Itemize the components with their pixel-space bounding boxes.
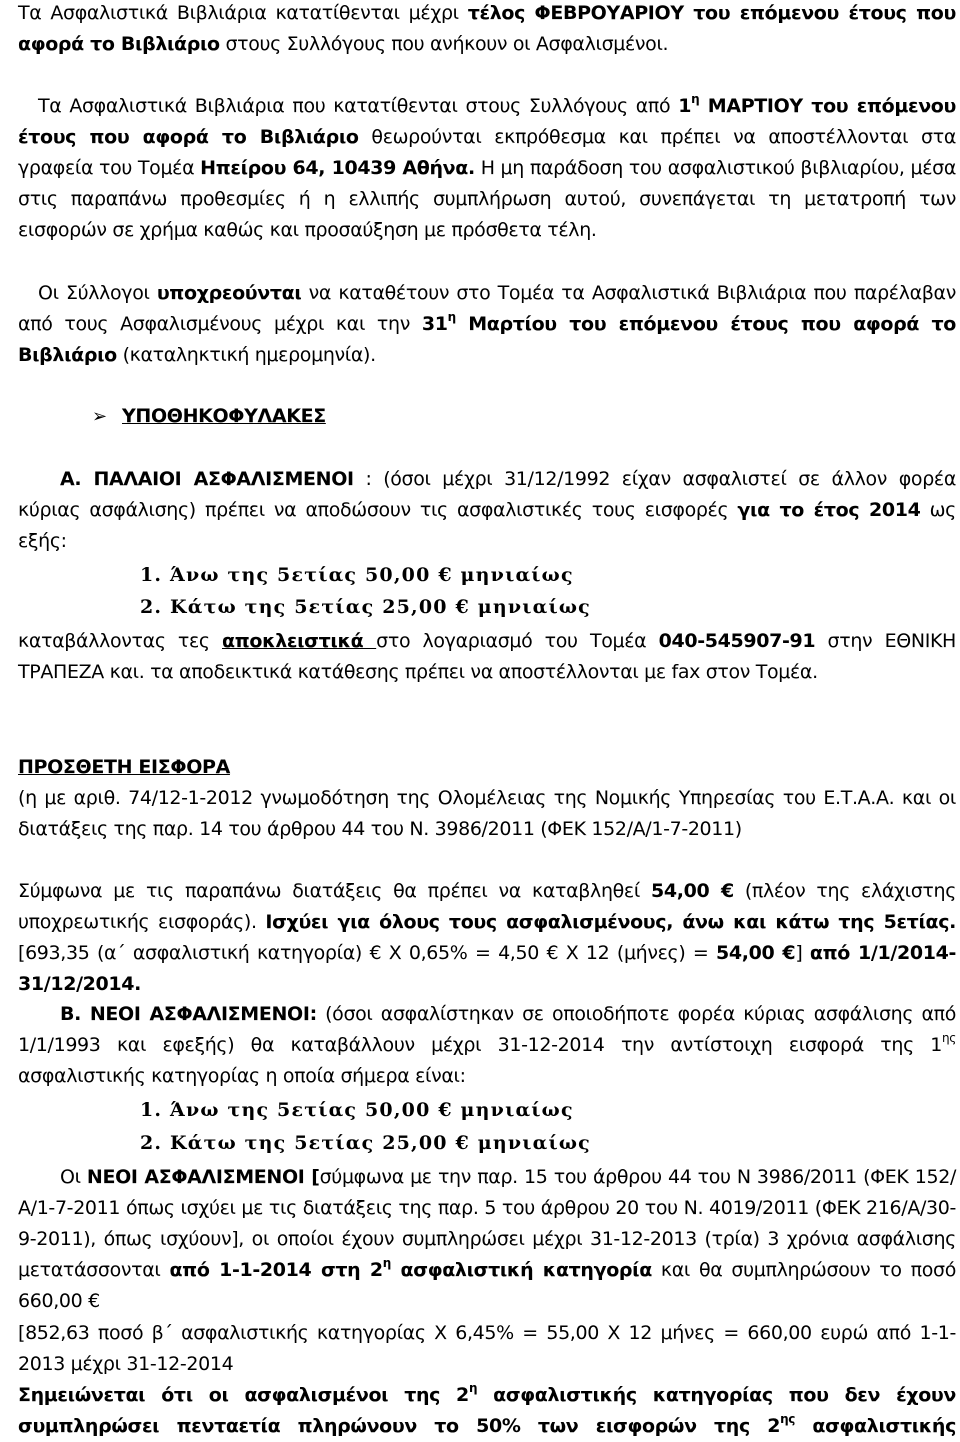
paragraph-associations-obligation: Οι Σύλλογοι υποχρεούνται να καταθέτουν στο Τομέα τα Ασφαλιστικά Βιβλιάρια που παρέλαβαν από τους Ασφαλισμένους μέχρι και την $31^\eta$ Μαρτίου του επόμενου έτους που αφορά το Βιβλιάριο (καταληκτική ημερομηνία). bbox=[18, 282, 956, 366]
extra-contribution-title: ΠΡΟΣΘΕΤΗ ΕΙΣΦΟΡΑ bbox=[18, 756, 230, 778]
paragraph-extra-reference: (η με αριθ. 74/12-1-2012 γνωμοδότηση της Ολομέλειας της Νομικής Υπηρεσίας του Ε.Τ.Α.Α. και οι διατάξεις της παρ. 14 του άρθρου 44 του Ν. 3986/2011 (ΦΕΚ 152/Α/1-7-2011) bbox=[18, 787, 956, 840]
paragraph-deadline: Τα Ασφαλιστικά Βιβλιάρια κατατίθενται μέχρι τέλος ΦΕΒΡΟΥΑΡΙΟΥ του επόμενου έτους που αφορά το Βιβλιάριο στους Συλλόγους που ανήκουν οι Ασφαλισμένοι. bbox=[18, 2, 956, 55]
paragraph-note: Σημειώνεται ότι οι ασφαλισμένοι της $2^\eta$ ασφαλιστικής κατηγορίας που δεν έχουν συμπληρώσει πενταετία πληρώνουν το 50% των εισφορών της $2^{\eta\varsigma}$ ασφαλιστικής bbox=[18, 1380, 957, 1437]
paragraph-payment: καταβάλλοντας τες αποκλειστικά στο λογαριασμό του Τομέα 040-545907-91 στην ΕΘΝΙΚΗ ΤΡΑΠΕΖΑ και. τα αποδεικτικά κατάθεσης πρέπει να αποστέλλονται με fax στον Τομέα. bbox=[18, 630, 956, 683]
list-a-item-2: 2. Κάτω της 5ετίας 25,00 € μηνιαίως bbox=[140, 596, 591, 618]
list-b-item-2: 2. Κάτω της 5ετίας 25,00 € μηνιαίως bbox=[140, 1132, 591, 1154]
paragraph-section-a: Α. ΠΑΛΑΙΟΙ ΑΣΦΑΛΙΣΜΕΝΟΙ : (όσοι μέχρι 31/12/1992 είχαν ασφαλιστεί σε άλλον φορέα κύριας ασφάλισης) πρέπει να αποδώσουν τις ασφαλιστικές τους εισφορές για το έτος 2014 ως εξής: bbox=[18, 468, 957, 552]
paragraph-section-b: Β. ΝΕΟΙ ΑΣΦΑΛΙΣΜΕΝΟΙ: (όσοι ασφαλίστηκαν σε οποιοδήποτε φορέα κύριας ασφάλισης από 1/1/1993 και εφεξής) θα καταβάλλουν μέχρι 31-12-2014 την αντίστοιχη εισφορά της $1^{\eta\varsigma}$ ασφαλιστικής κατηγορίας η οποία σήμερα είναι: bbox=[18, 1003, 956, 1087]
arrow-bullet-icon: ➢ bbox=[92, 406, 107, 427]
heading-mortgage-registrars: ΥΠΟΘΗΚΟΦΥΛΑΚΕΣ bbox=[122, 405, 326, 427]
list-a-item-1: 1. Άνω της 5ετίας 50,00 € μηνιαίως bbox=[140, 564, 574, 586]
paragraph-new-insured: Οι ΝΕΟΙ ΑΣΦΑΛΙΣΜΕΝΟΙ [σύμφωνα με την παρ. 15 του άρθρου 44 του Ν 3986/2011 (ΦΕΚ 152/Α/1-7-2011 όπως ισχύει με τις διατάξεις της παρ. 5 του άρθρου 20 του Ν. 4019/2011 (ΦΕΚ 216/Α/30-9-2011), όπως ισχύουν], οι οποίοι έχουν συμπληρώσει μέχρι 31-12-2013 (τρία) 3 χρόνια ασφάλισης μετατάσσονται από 1-1-2014 στη $2^\eta$ ασφαλιστική κατηγορία και θα συμπληρώσουν το ποσό 660,00 € bbox=[18, 1166, 956, 1312]
paragraph-extra-contribution: Σύμφωνα με τις παραπάνω διατάξεις θα πρέπει να καταβληθεί 54,00 € (πλέον της ελάχιστης υποχρεωτικής εισφοράς). Ισχύει για όλους τους ασφαλισμένους, άνω και κάτω της 5ετίας. [693,35 (α΄ ασφαλιστική κατηγορία) € Χ 0,65% = 4,50 € Χ 12 (μήνες) = 54,00 €] από 1/1/2014-31/12/2014. bbox=[18, 880, 957, 995]
paragraph-late-submission: Τα Ασφαλιστικά Βιβλιάρια που κατατίθενται στους Συλλόγους από $1^\eta$ ΜΑΡΤΙΟΥ του επόμενου έτους που αφορά το Βιβλιάριο θεωρούνται εκπρόθεσμα και πρέπει να αποστέλλονται στα γραφεία του Τομέα Ηπείρου 64, 10439 Αθήνα. Η μη παράδοση του ασφαλιστικού βιβλιαρίου, μέσα στις παραπάνω προθεσμίες ή η ελλιπής συμπλήρωση αυτού, συνεπάγεται τη μετατροπή των εισφορών σε χρήμα καθώς και προσαύξηση με πρόσθετα τέλη. bbox=[18, 91, 956, 241]
list-b-item-1: 1. Άνω της 5ετίας 50,00 € μηνιαίως bbox=[140, 1099, 574, 1121]
section-heading bbox=[92, 401, 326, 432]
paragraph-calculation: [852,63 ποσό β΄ ασφαλιστικής κατηγορίας Χ 6,45% = 55,00 Χ 12 μήνες = 660,00 ευρώ από 1-1-2013 μέχρι 31-12-2014 bbox=[18, 1322, 956, 1375]
